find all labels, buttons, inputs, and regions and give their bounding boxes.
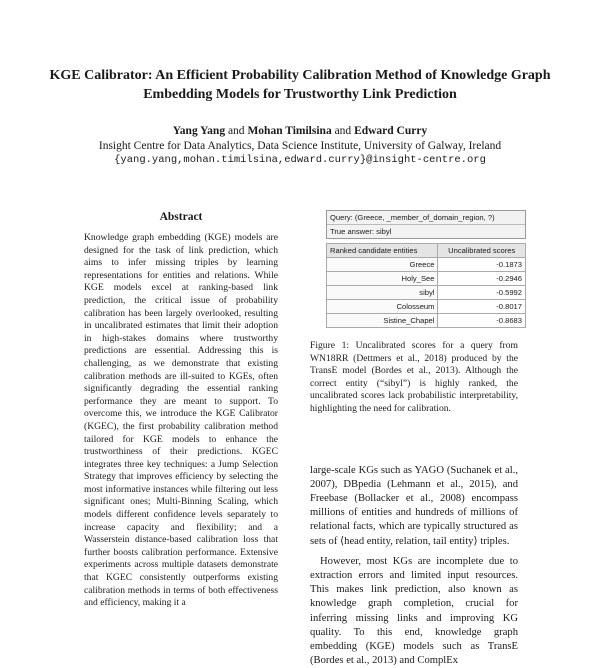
entity-cell: Greece xyxy=(327,258,438,272)
table-row xyxy=(327,272,526,286)
candidate-table xyxy=(326,243,526,328)
column-header-scores: Uncalibrated scores xyxy=(438,244,526,258)
author-name: Yang Yang xyxy=(172,125,226,137)
entity-cell: sibyl xyxy=(327,286,438,300)
paper-title: KGE Calibrator: An Efficient Probability Calibration Method of Knowledge Graph Embedding Models for Trustworthy Link Prediction xyxy=(49,68,551,102)
score-cell: -0.8683 xyxy=(438,314,526,328)
query-box xyxy=(326,210,526,239)
answer-line xyxy=(327,224,525,238)
score-cell: -0.5992 xyxy=(438,286,526,300)
author-separator: and xyxy=(225,125,248,137)
table-header-row xyxy=(327,244,526,258)
author-names xyxy=(40,124,560,139)
answer-label: True answer: xyxy=(330,227,375,236)
right-column xyxy=(310,210,522,668)
table-row xyxy=(327,258,526,272)
left-column xyxy=(84,211,278,610)
author-separator: and xyxy=(331,125,355,137)
table-row xyxy=(327,286,526,300)
column-header-entities: Ranked candidate entities xyxy=(327,244,438,258)
author-block xyxy=(40,124,560,168)
author-emails: {yang.yang,mohan.timilsina,edward.curry}@insight-centre.org xyxy=(114,154,486,166)
author-name: Edward Curry xyxy=(354,125,428,137)
score-cell: -0.8017 xyxy=(438,300,526,314)
body-paragraph: large-scale KGs such as YAGO (Suchanek et al., 2007), DBpedia (Lehmann et al., 2015), and Freebase (Bollacker et al., 2008) encompass millions of entities and hundreds of millions of relational facts, which are typically structured as sets of ⟨head entity, relation, tail entity⟩ triples. xyxy=(310,464,518,547)
figure-caption: Figure 1: Uncalibrated scores for a query from WN18RR (Dettmers et al., 2018) produced by the TransE model (Bordes et al., 2013). Although the correct entity (“sibyl”) is highly ranked, the uncalibrated scores lack probabilistic interpretability, highlighting the need for calibration. xyxy=(310,340,518,414)
query-value: (Greece, _member_of_domain_region, ?) xyxy=(352,213,495,222)
figure-1 xyxy=(326,210,526,328)
query-label: Query: xyxy=(330,213,353,222)
query-line xyxy=(327,211,525,224)
affiliation: Insight Centre for Data Analytics, Data Science Institute, University of Galway, Ireland xyxy=(98,139,502,152)
table-row xyxy=(327,300,526,314)
entity-cell: Colosseum xyxy=(327,300,438,314)
answer-value: sibyl xyxy=(374,227,392,236)
score-cell: -0.2946 xyxy=(438,272,526,286)
entity-cell: Holy_See xyxy=(327,272,438,286)
abstract-heading: Abstract xyxy=(159,211,203,223)
table-row xyxy=(327,314,526,328)
body-paragraph: However, most KGs are incomplete due to extraction errors and limited input resources. This makes link prediction, also known as knowledge graph completion, crucial for inferring missing links and improving KG quality. To this end, knowledge graph embedding (KGE) models such as TransE (Bordes et al., 2013) and ComplEx xyxy=(310,555,518,667)
abstract-text: Knowledge graph embedding (KGE) models are designed for the task of link prediction, which aims to infer missing triples by learning representations for entities and relations. While KGE models excel at ranking-based link prediction, the critical issue of probability calibration has been largely overlooked, resulting in uncalibrated estimates that limit their adoption in high-stakes domains where trustworthy predictions are essential. Addressing this is challenging, as we demonstrate that existing calibration methods are ill-suited to KGEs, often significantly degrading the essential ranking performance they are meant to support. To overcome this, we introduce the KGE Calibrator (KGEC), the first probability calibration method tailored for KGE models to enhance the trustworthiness of their predictions. KGEC integrates three key techniques: a Jump Selection Strategy that improves efficiency by selecting the most informative instances while filtering out less significant ones; Multi-Binning Scaling, which models different confidence levels separately to increase capacity and flexibility; and a Wasserstein distance-based calibration loss that further boosts calibration performance. Extensive experiments across multiple datasets demonstrate that KGEC consistently outperforms existing calibration methods in terms of both effectiveness and efficiency, making it a xyxy=(84,232,278,609)
entity-cell: Sistine_Chapel xyxy=(327,314,438,328)
score-cell: -0.1873 xyxy=(438,258,526,272)
author-name: Mohan Timilsina xyxy=(247,125,332,137)
